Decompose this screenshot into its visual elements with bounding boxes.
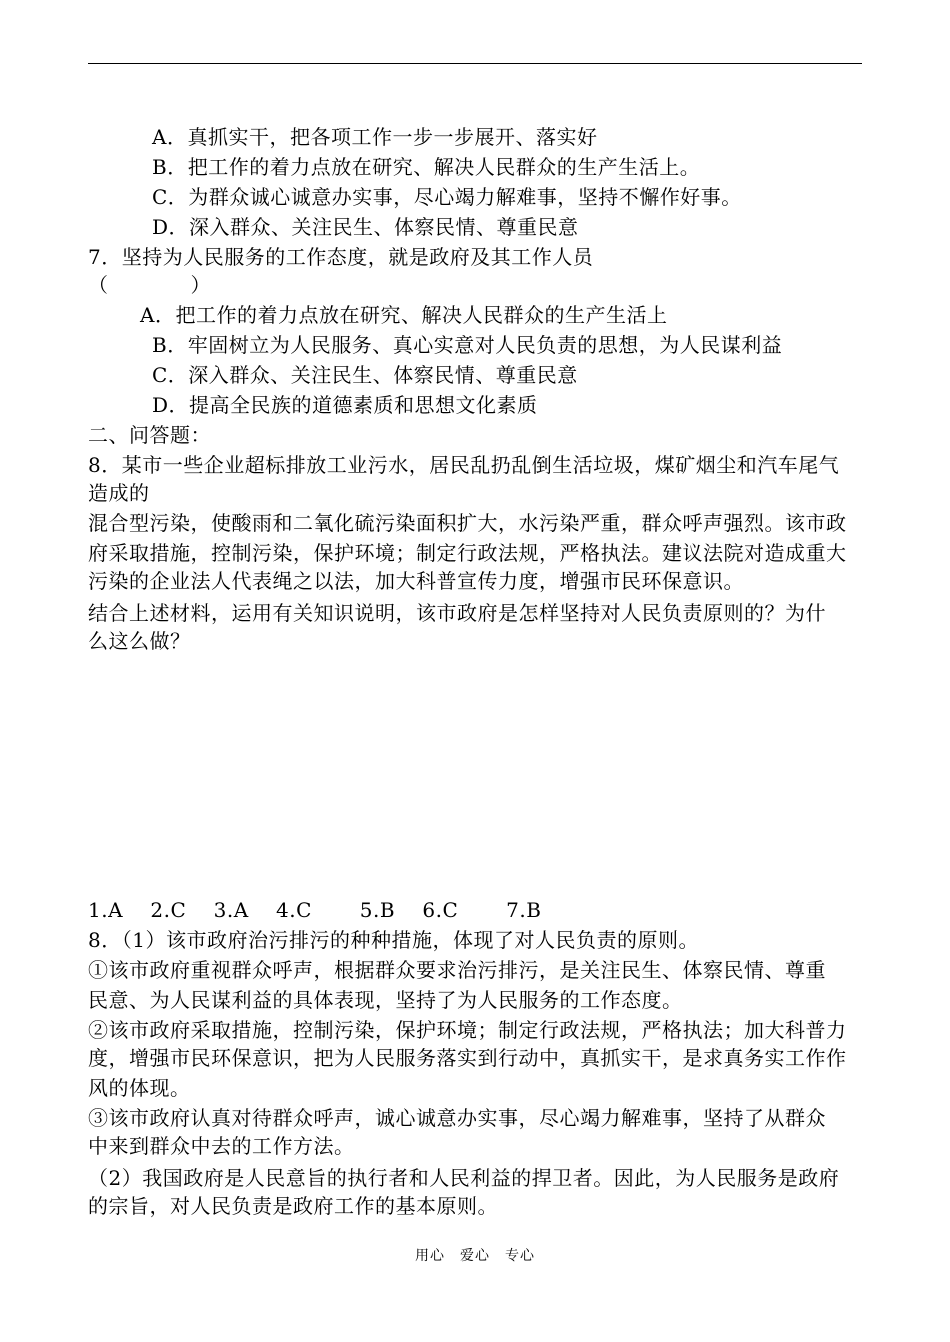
q8-line: 造成的 bbox=[88, 481, 150, 505]
header-rule bbox=[88, 63, 862, 64]
answer-choices: 1.A 2.C 3.A 4.C 5.B 6.C 7.B bbox=[88, 898, 542, 922]
answer-q8-line: 的宗旨，对人民负责是政府工作的基本原则。 bbox=[88, 1194, 498, 1218]
q7-option-a: A．把工作的着力点放在研究、解决人民群众的生产生活上 bbox=[140, 303, 668, 327]
q7-option-b: B．牢固树立为人民服务、真心实意对人民负责的思想，为人民谋利益 bbox=[152, 333, 783, 357]
section-heading-qa: 二、问答题： bbox=[88, 423, 211, 447]
q8-line: 府采取措施，控制污染，保护环境；制定行政法规，严格执法。建议法院对造成重大 bbox=[88, 541, 847, 565]
answer-q8-line: ③该市政府认真对待群众呼声，诚心诚意办实事，尽心竭力解难事，坚持了从群众 bbox=[88, 1106, 826, 1130]
q6-option-b: B．把工作的着力点放在研究、解决人民群众的生产生活上。 bbox=[152, 155, 701, 179]
q8-line: 混合型污染，使酸雨和二氧化硫污染面积扩大，水污染严重，群众呼声强烈。该市政 bbox=[88, 511, 847, 535]
q6-option-a: A．真抓实干，把各项工作一步一步展开、落实好 bbox=[152, 125, 598, 149]
answer-q8-line: 度，增强市民环保意识，把为人民服务落实到行动中，真抓实干，是求真务实工作作 bbox=[88, 1046, 847, 1070]
q8-line: 么这么做？ bbox=[88, 629, 191, 653]
page-footer: 用心 爱心 专心 bbox=[415, 1248, 535, 1264]
answer-q8-line: 8．（1）该市政府治污排污的种种措施，体现了对人民负责的原则。 bbox=[88, 928, 699, 952]
answer-q8-line: ①该市政府重视群众呼声，根据群众要求治污排污，是关注民生、体察民情、尊重 bbox=[88, 958, 826, 982]
q6-option-d: D．深入群众、关注民生、体察民情、尊重民意 bbox=[152, 215, 579, 239]
q7-option-c: C．深入群众、关注民生、体察民情、尊重民意 bbox=[152, 363, 578, 387]
q8-line: 污染的企业法人代表绳之以法，加大科普宣传力度，增强市民环保意识。 bbox=[88, 569, 744, 593]
answer-q8-line: 民意、为人民谋利益的具体表现，坚持了为人民服务的工作态度。 bbox=[88, 988, 683, 1012]
answer-q8-line: （2）我国政府是人民意旨的执行者和人民利益的捍卫者。因此，为人民服务是政府 bbox=[88, 1166, 840, 1190]
q7-stem: 7．坚持为人民服务的工作态度，就是政府及其工作人员 bbox=[88, 245, 594, 269]
q7-answer-paren: （ ） bbox=[88, 273, 211, 297]
q7-option-d: D．提高全民族的道德素质和思想文化素质 bbox=[152, 393, 538, 417]
q8-line: 8．某市一些企业超标排放工业污水，居民乱扔乱倒生活垃圾，煤矿烟尘和汽车尾气 bbox=[88, 453, 840, 477]
q8-line: 结合上述材料，运用有关知识说明，该市政府是怎样坚持对人民负责原则的？为什 bbox=[88, 601, 826, 625]
q6-option-c: C．为群众诚心诚意办实事，尽心竭力解难事，坚持不懈作好事。 bbox=[152, 185, 742, 209]
answer-q8-line: ②该市政府采取措施，控制污染，保护环境；制定行政法规，严格执法；加大科普力 bbox=[88, 1018, 847, 1042]
answer-q8-line: 中来到群众中去的工作方法。 bbox=[88, 1134, 355, 1158]
answer-q8-line: 风的体现。 bbox=[88, 1076, 191, 1100]
